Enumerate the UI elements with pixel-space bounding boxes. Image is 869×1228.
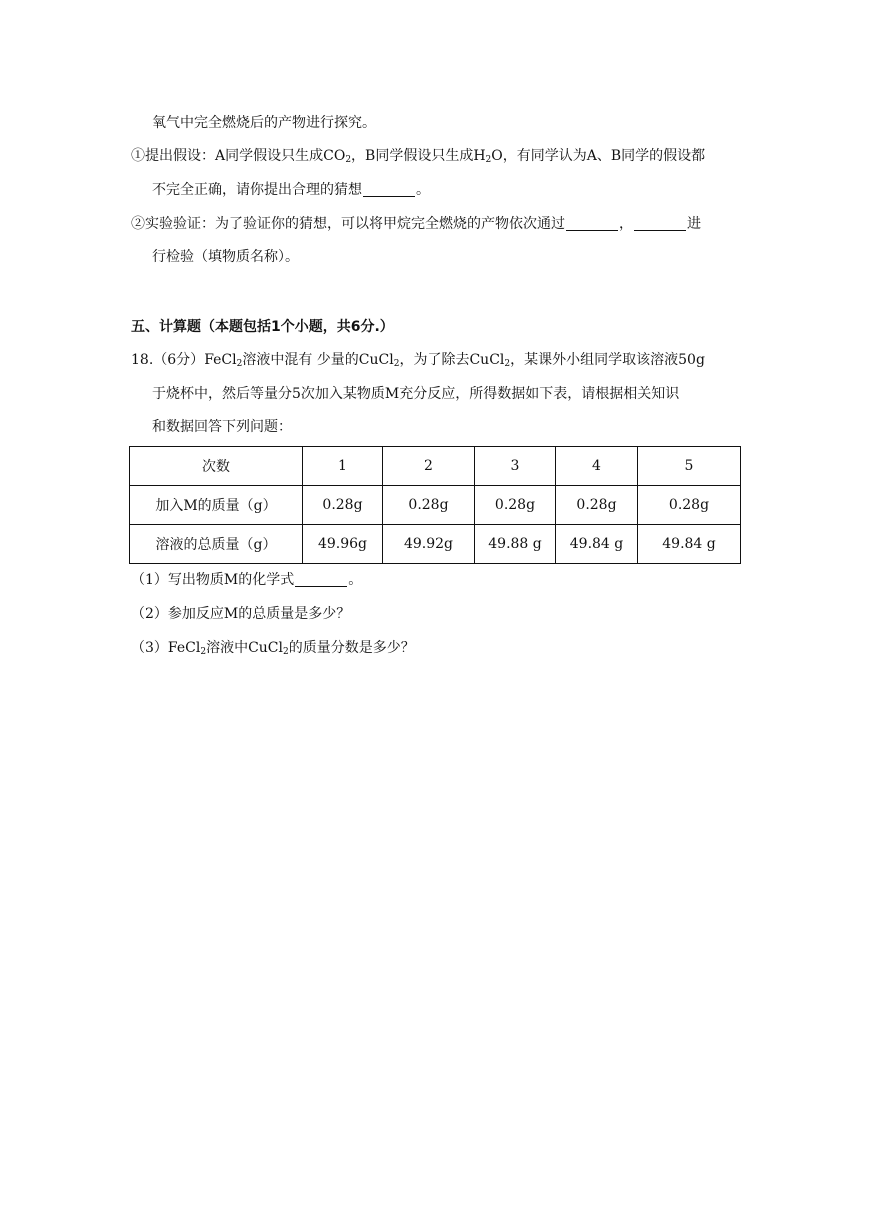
table-cell: 0.28g [556,486,638,525]
reagent-1-answer-blank[interactable] [566,216,618,231]
problem-18-line-3 [152,417,292,437]
table-cell: 加入M的质量（g） [130,486,303,525]
q1-line2-end: 。 [416,182,430,198]
reagent-2-answer-blank[interactable] [634,216,686,231]
problem-18-line-1 [131,350,705,374]
circled-two-marker: ② [131,216,145,232]
problem-text-remove: ，为了除去CuCl [399,352,505,368]
table-header-row [130,447,741,486]
table-cell: 5 [638,447,741,486]
table-cell: 49.96g [303,525,383,564]
sub-question-1-text: （1）写出物质M的化学式 [131,572,295,588]
problem-points: （6分） [153,352,205,368]
table-cell: 0.28g [475,486,556,525]
table-cell: 0.28g [383,486,475,525]
section-title [131,317,394,337]
q1-subscript-a: 2 [345,155,352,165]
question-2-line-1 [131,214,701,234]
sub-question-2 [131,604,350,624]
question-1-line-2 [152,180,430,200]
sub-question-1-end: 。 [348,572,363,588]
table-cell: 溶液的总质量（g） [130,525,303,564]
sub-question-1 [131,570,362,590]
problem-18-line-2 [152,384,679,404]
table-cell: 49.84 g [638,525,741,564]
problem-text-fecl: FeCl [204,352,237,368]
problem-subscript-1: 2 [236,359,243,369]
sub-question-3-text-a: （3）FeCl [131,640,201,656]
sub-question-3 [131,638,415,662]
table-cell: 次数 [130,447,303,486]
problem-subscript-2: 2 [393,359,400,369]
sub-question-2-text: （2）参加反应M的总质量是多少？ [131,606,351,622]
sub-question-3-text-b: 溶液中CuCl [206,640,283,656]
table-cell: 1 [303,447,383,486]
table-cell: 4 [556,447,638,486]
problem-line-2-text: 于烧杯中，然后等量分5次加入某物质M充分反应，所得数据如下表，请根据相关知识 [152,386,680,402]
section-title-text: 五、计算题（本题包括1个小题，共6分.） [131,319,394,335]
circled-one-marker: ① [131,148,145,164]
table-cell: 0.28g [303,486,383,525]
table-cell: 49.84 g [556,525,638,564]
problem-text-sample: ，某课外小组同学取该溶液50g [510,352,705,368]
intro-line [152,113,376,133]
q1-line2-text: 不完全正确，请你提出合理的猜想 [152,182,362,198]
data-table [129,446,741,564]
table-cell: 49.92g [383,525,475,564]
problem-number: 18. [131,352,154,368]
formula-answer-blank[interactable] [295,572,347,587]
question-2-line-2 [152,247,299,267]
q2-text-a: 实验验证：为了验证你的猜想，可以将甲烷完全燃烧的产物依次通过 [145,216,565,232]
problem-line-3-text: 和数据回答下列问题： [152,419,292,435]
sub-question-3-text-c: 的质量分数是多少？ [288,640,415,656]
q2-line2-text: 行检验（填物质名称）。 [152,249,299,265]
sub-question-3-subscript-2: 2 [283,647,289,657]
q1-text-b: ，B同学假设只生成H [351,148,486,164]
problem-subscript-3: 2 [504,359,511,369]
table-cell: 0.28g [638,486,741,525]
q1-text-c: O，有同学认为A、B同学的假设都 [491,148,706,164]
table-cell: 2 [383,447,475,486]
table-row [130,486,741,525]
q2-comma: ， [619,216,633,232]
q2-text-b: 进 [687,216,701,232]
table-cell: 49.88 g [475,525,556,564]
problem-text-cucl: 溶液中混有 少量的CuCl [242,352,394,368]
intro-text: 氧气中完全燃烧后的产物进行探究。 [152,115,376,131]
table-row [130,525,741,564]
question-1-line-1 [131,146,705,170]
guess-answer-blank[interactable] [363,182,415,197]
q1-text-a: 提出假设：A同学假设只生成CO [145,148,346,164]
table-cell: 3 [475,447,556,486]
q1-subscript-b: 2 [485,155,492,165]
sub-question-3-subscript-1: 2 [200,647,207,657]
